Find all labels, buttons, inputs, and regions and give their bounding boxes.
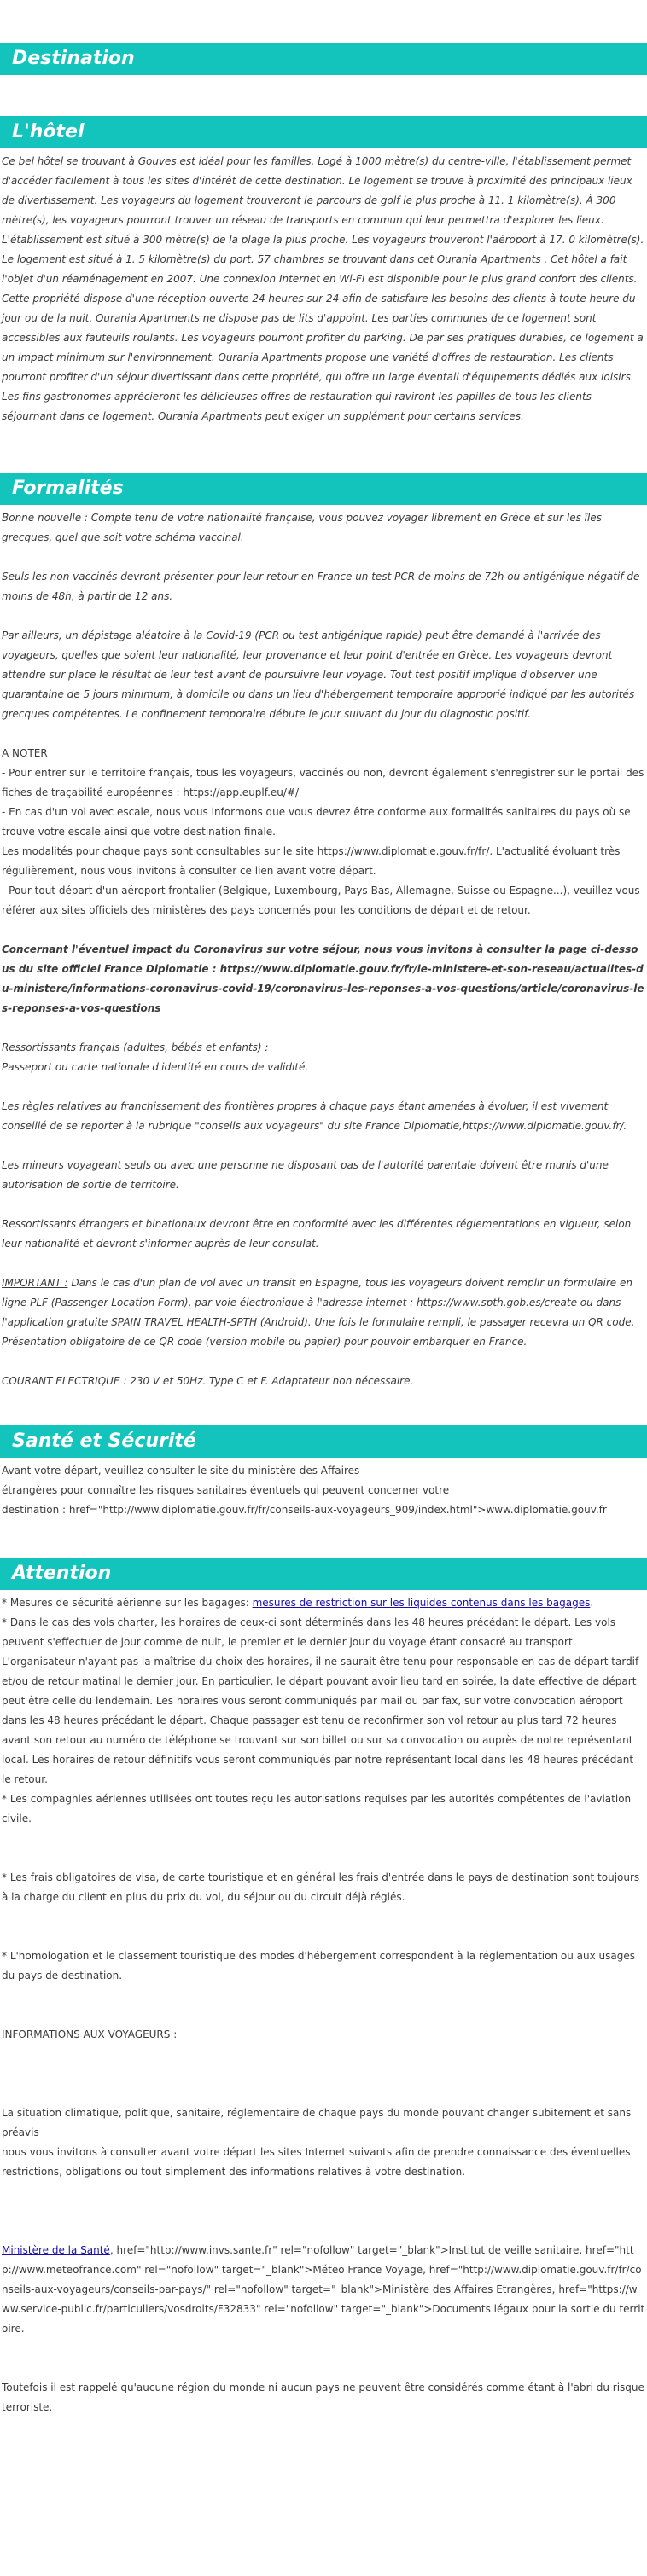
sante-line: destination : href="http://www.diplomatie.gouv.fr/fr/conseils-aux-voyageurs_909/index.html">www.diplomatie.gouv.fr [2, 1504, 607, 1516]
formalites-paragraph: Seuls les non vaccinés devront présenter pour leur retour en France un test PCR de moins de 72h ou antigénique négatif de moins de 48h, à partir de 12 ans. [2, 571, 640, 602]
formalites-content [0, 505, 647, 1391]
section-header-sante: Santé et Sécurité [0, 1425, 647, 1458]
sante-line: étrangères pour connaître les risques sanitaires éventuels qui peuvent concerner votre [2, 1484, 450, 1496]
formalites-paragraph: Par ailleurs, un dépistage aléatoire à la Covid-19 (PCR ou test antigénique rapide) peut être demandé à l'arrivée des voyageurs, quelles que soient leur nationalité, leur provenance et leur point d'entrée en Grèce. Les voyageurs devront attendre sur place le résultat de leur test avant de poursuivre leur voyage. Tout test positif implique d'observer une quarantaine de 5 jours minimum, à domicile ou dans un lieu d'hébergement temporaire approprié indiqué par les autorités grecques compétentes. Le confinement temporaire débute le jour suivant du jour du diagnostic positif. [2, 629, 635, 720]
ministere-rest: , href="http://www.invs.sante.fr" rel="nofollow" target="_blank">Institut de veille sanitaire, href="http://www.meteofrance.com" rel="nofollow" target="_blank">Méteo France Voyage, href="http://www.diplomatie.gouv.fr/fr/conseils-aux-voyageurs/conseils-par-pays/" rel="nofollow" target="_blank">Ministère des Affaires Etrangères, href="https://www.service-public.fr/particuliers/vosdroits/F32833" rel="nofollow" target="_blank">Documents légaux pour la sortie du territoire. [2, 2244, 645, 2335]
coronavirus-notice: Concernant l'éventuel impact du Coronavirus sur votre séjour, nous vous invitons à consulter la page ci-dessous du site officiel France Diplomatie : https://www.diplomatie.gouv.fr/fr/le-ministere-et-son-reseau/actualites-du-ministere/informations-coronavirus-covid-19/coronavirus-les-reponses-a-vos-questions/article/coronavirus-les-reponses-a-vos-questions [2, 943, 644, 1014]
consulter-paragraph: nous vous invitons à consulter avant votre départ les sites Internet suivants afin de prendre connaissance des éventuelles restrictions, obligations ou tout simplement des informations relatives à votre destination. [2, 2146, 631, 2178]
ressortissants-text: Passeport ou carte nationale d'identité en cours de validité. [2, 1061, 309, 1073]
section-header-hotel: L'hôtel [0, 116, 647, 148]
sante-line: Avant votre départ, veuillez consulter le site du ministère des Affaires [2, 1465, 360, 1477]
bagages-suffix: . [590, 1597, 594, 1609]
bagages-link[interactable]: mesures de restriction sur les liquides contenus dans les bagages [252, 1597, 591, 1609]
situation-paragraph: La situation climatique, politique, sanitaire, réglementaire de chaque pays du monde pouvant changer subitement et sans préavis [2, 2107, 632, 2138]
bagages-paragraph [2, 1593, 645, 1613]
bagages-prefix: * Mesures de sécurité aérienne sur les bagages: [2, 1597, 253, 1609]
formalites-paragraph: Les mineurs voyageant seuls ou avec une personne ne disposant pas de l'autorité parentale doivent être munis d'une autorisation de sortie de territoire. [2, 1159, 609, 1191]
section-header-attention: Attention [0, 1558, 647, 1590]
vols-paragraph: * Dans le cas des vols charter, les horaires de ceux-ci sont déterminés dans les 48 heures précédant le départ. Les vols peuvent s'effectuer de jour comme de nuit, le premier et le dernier jour du voyage étant consacré au transport. L'organisateur n'ayant pas la maîtrise du choix des horaires, il ne saurait être tenu pour responsable en cas de départ tardif et/ou de retour matinal le dernier jour. En particulier, le départ pouvant avoir lieu tard en soirée, la date effective de départ peut être celle du lendemain. Les horaires vous seront communiqués par mail ou par fax, sur votre convocation aéroport dans les 48 heures précédant le départ. Chaque passager est tenu de reconfirmer son vol retour au plus tard 72 heures avant son retour au numéro de téléphone se trouvant sur son billet ou sur sa convocation ou auprès de notre représentant local. Les horaires de retour définitifs vous seront communiqués par notre représentant local dans les 48 heures précédant le retour. [2, 1616, 639, 1785]
formalites-paragraph: Les règles relatives au franchissement des frontières propres à chaque pays étant amenées à évoluer, il est vivement conseillé de se reporter à la rubrique "conseils aux voyageurs" du site France Diplomatie,https://www.diplomatie.gouv.fr/. [2, 1100, 627, 1132]
hotel-description: Ce bel hôtel se trouvant à Gouves est idéal pour les familles. Logé à 1000 mètre(s) du centre-ville, l'établissement permet d'accéder facilement à tous les sites d'intérêt de cette destination. Le logement se trouve à proximité des principaux lieux de divertissement. Les voyageurs du logement trouveront le parcours de golf le plus proche à 11. 1 kilomètre(s). À 300 mètre(s), les voyageurs pourront trouver un réseau de transports en commun qui leur permettra d'explorer les lieux. L'établissement est situé à 300 mètre(s) de la plage la plus proche. Les voyageurs trouveront l'aéroport à 17. 0 kilomètre(s). Le logement est situé à 1. 5 kilomètre(s) du port. 57 chambres se trouvant dans cet Ourania Apartments . Cet hôtel a fait l'objet d'un réaménagement en 2007. Une connexion Internet en Wi-Fi est disponible pour le plus grand confort des clients. Cette propriété dispose d'une réception ouverte 24 heures sur 24 afin de satisfaire les besoins des clients à toute heure du jour ou de la nuit. Ourania Apartments ne dispose pas de lits d'appoint. Les parties communes de ce logement sont accessibles aux fauteuils roulants. Les voyageurs pourront profiter du parking. De par ses pratiques durables, ce logement a un impact minimum sur l'environnement. Ourania Apartments propose une variété d'offres de restauration. Les clients pourront profiter d'un séjour divertissant dans cette propriété, qui offre un large éventail d'équipements dédiés aux loisirs. Les fins gastronomes apprécieront les délicieuses offres de restauration qui raviront les papilles de tous les clients séjournant dans ce logement. Ourania Apartments peut exiger un supplément pour certains services. [2, 155, 644, 422]
infos-title: INFORMATIONS AUX VOYAGEURS : [2, 2028, 178, 2040]
courant-electrique: COURANT ELECTRIQUE : 230 V et 50Hz. Type C et F. Adaptateur non nécessaire. [2, 1375, 414, 1387]
note-title: A NOTER [2, 747, 48, 759]
terroriste-paragraph: Toutefois il est rappelé qu'aucune région du monde ni aucun pays ne peuvent être considérés comme étant à l'abri du risque terroriste. [2, 2382, 644, 2413]
important-paragraph [2, 1273, 645, 1352]
note-item: - Pour tout départ d'un aéroport frontalier (Belgique, Luxembourg, Pays-Bas, Allemagne, Suisse ou Espagne...), veuillez vous référer aux sites officiels des ministères des pays concernés pour les conditions de départ et de retour. [2, 885, 640, 916]
attention-content [0, 1590, 647, 2417]
formalites-paragraph: Bonne nouvelle : Compte tenu de votre nationalité française, vous pouvez voyager librement en Grèce et sur les îles grecques, quel que soit votre schéma vaccinal. [2, 512, 602, 543]
hotel-content [0, 148, 647, 426]
frais-paragraph: * Les frais obligatoires de visa, de carte touristique et en général les frais d'entrée dans le pays de destination sont toujours à la charge du client en plus du prix du vol, du séjour ou du circuit déjà réglés. [2, 1871, 640, 1903]
formalites-paragraph: Ressortissants étrangers et binationaux devront être en conformité avec les différentes réglementations en vigueur, selon leur nationalité et devront s'informer auprès de leur consulat. [2, 1218, 632, 1250]
ministere-paragraph [2, 2241, 645, 2339]
homologation-paragraph: * L'homologation et le classement touristique des modes d'hébergement correspondent à la réglementation ou aux usages du pays de destination. [2, 1950, 635, 1981]
note-item: Les modalités pour chaque pays sont consultables sur le site https://www.diplomatie.gouv.fr/fr/. L'actualité évoluant très régulièrement, nous vous invitons à consulter ce lien avant votre départ. [2, 845, 621, 877]
ressortissants-title: Ressortissants français (adultes, bébés et enfants) : [2, 1041, 269, 1053]
ministere-sante-link[interactable]: Ministère de la Santé [2, 2244, 110, 2256]
note-item: - En cas d'un vol avec escale, nous vous informons que vous devrez être conforme aux formalités sanitaires du pays où se trouve votre escale ainsi que votre destination finale. [2, 806, 631, 838]
note-item: - Pour entrer sur le territoire français, tous les voyageurs, vaccinés ou non, devront également s'enregistrer sur le portail des fiches de traçabilité européennes : https://app.euplf.eu/#/ [2, 767, 644, 798]
sante-content [0, 1458, 647, 1520]
important-text: Dans le cas d'un plan de vol avec un transit en Espagne, tous les voyageurs doivent remplir un formulaire en ligne PLF (Passenger Location Form), par voie électronique à l'adresse internet : https://www.spth.gob.es/create ou dans l'application gratuite SPAIN TRAVEL HEALTH-SPTH (Android). Une fois le formulaire rempli, le passager recevra un QR code. Présentation obligatoire de ce QR code (version mobile ou papier) pour pouvoir embarquer en France. [2, 1277, 635, 1348]
section-header-destination: Destination [0, 43, 647, 75]
compagnies-paragraph: * Les compagnies aériennes utilisées ont toutes reçu les autorisations requises par les autorités compétentes de l'aviation civile. [2, 1793, 632, 1825]
important-label: IMPORTANT : [2, 1277, 68, 1289]
section-header-formalites: Formalités [0, 473, 647, 505]
